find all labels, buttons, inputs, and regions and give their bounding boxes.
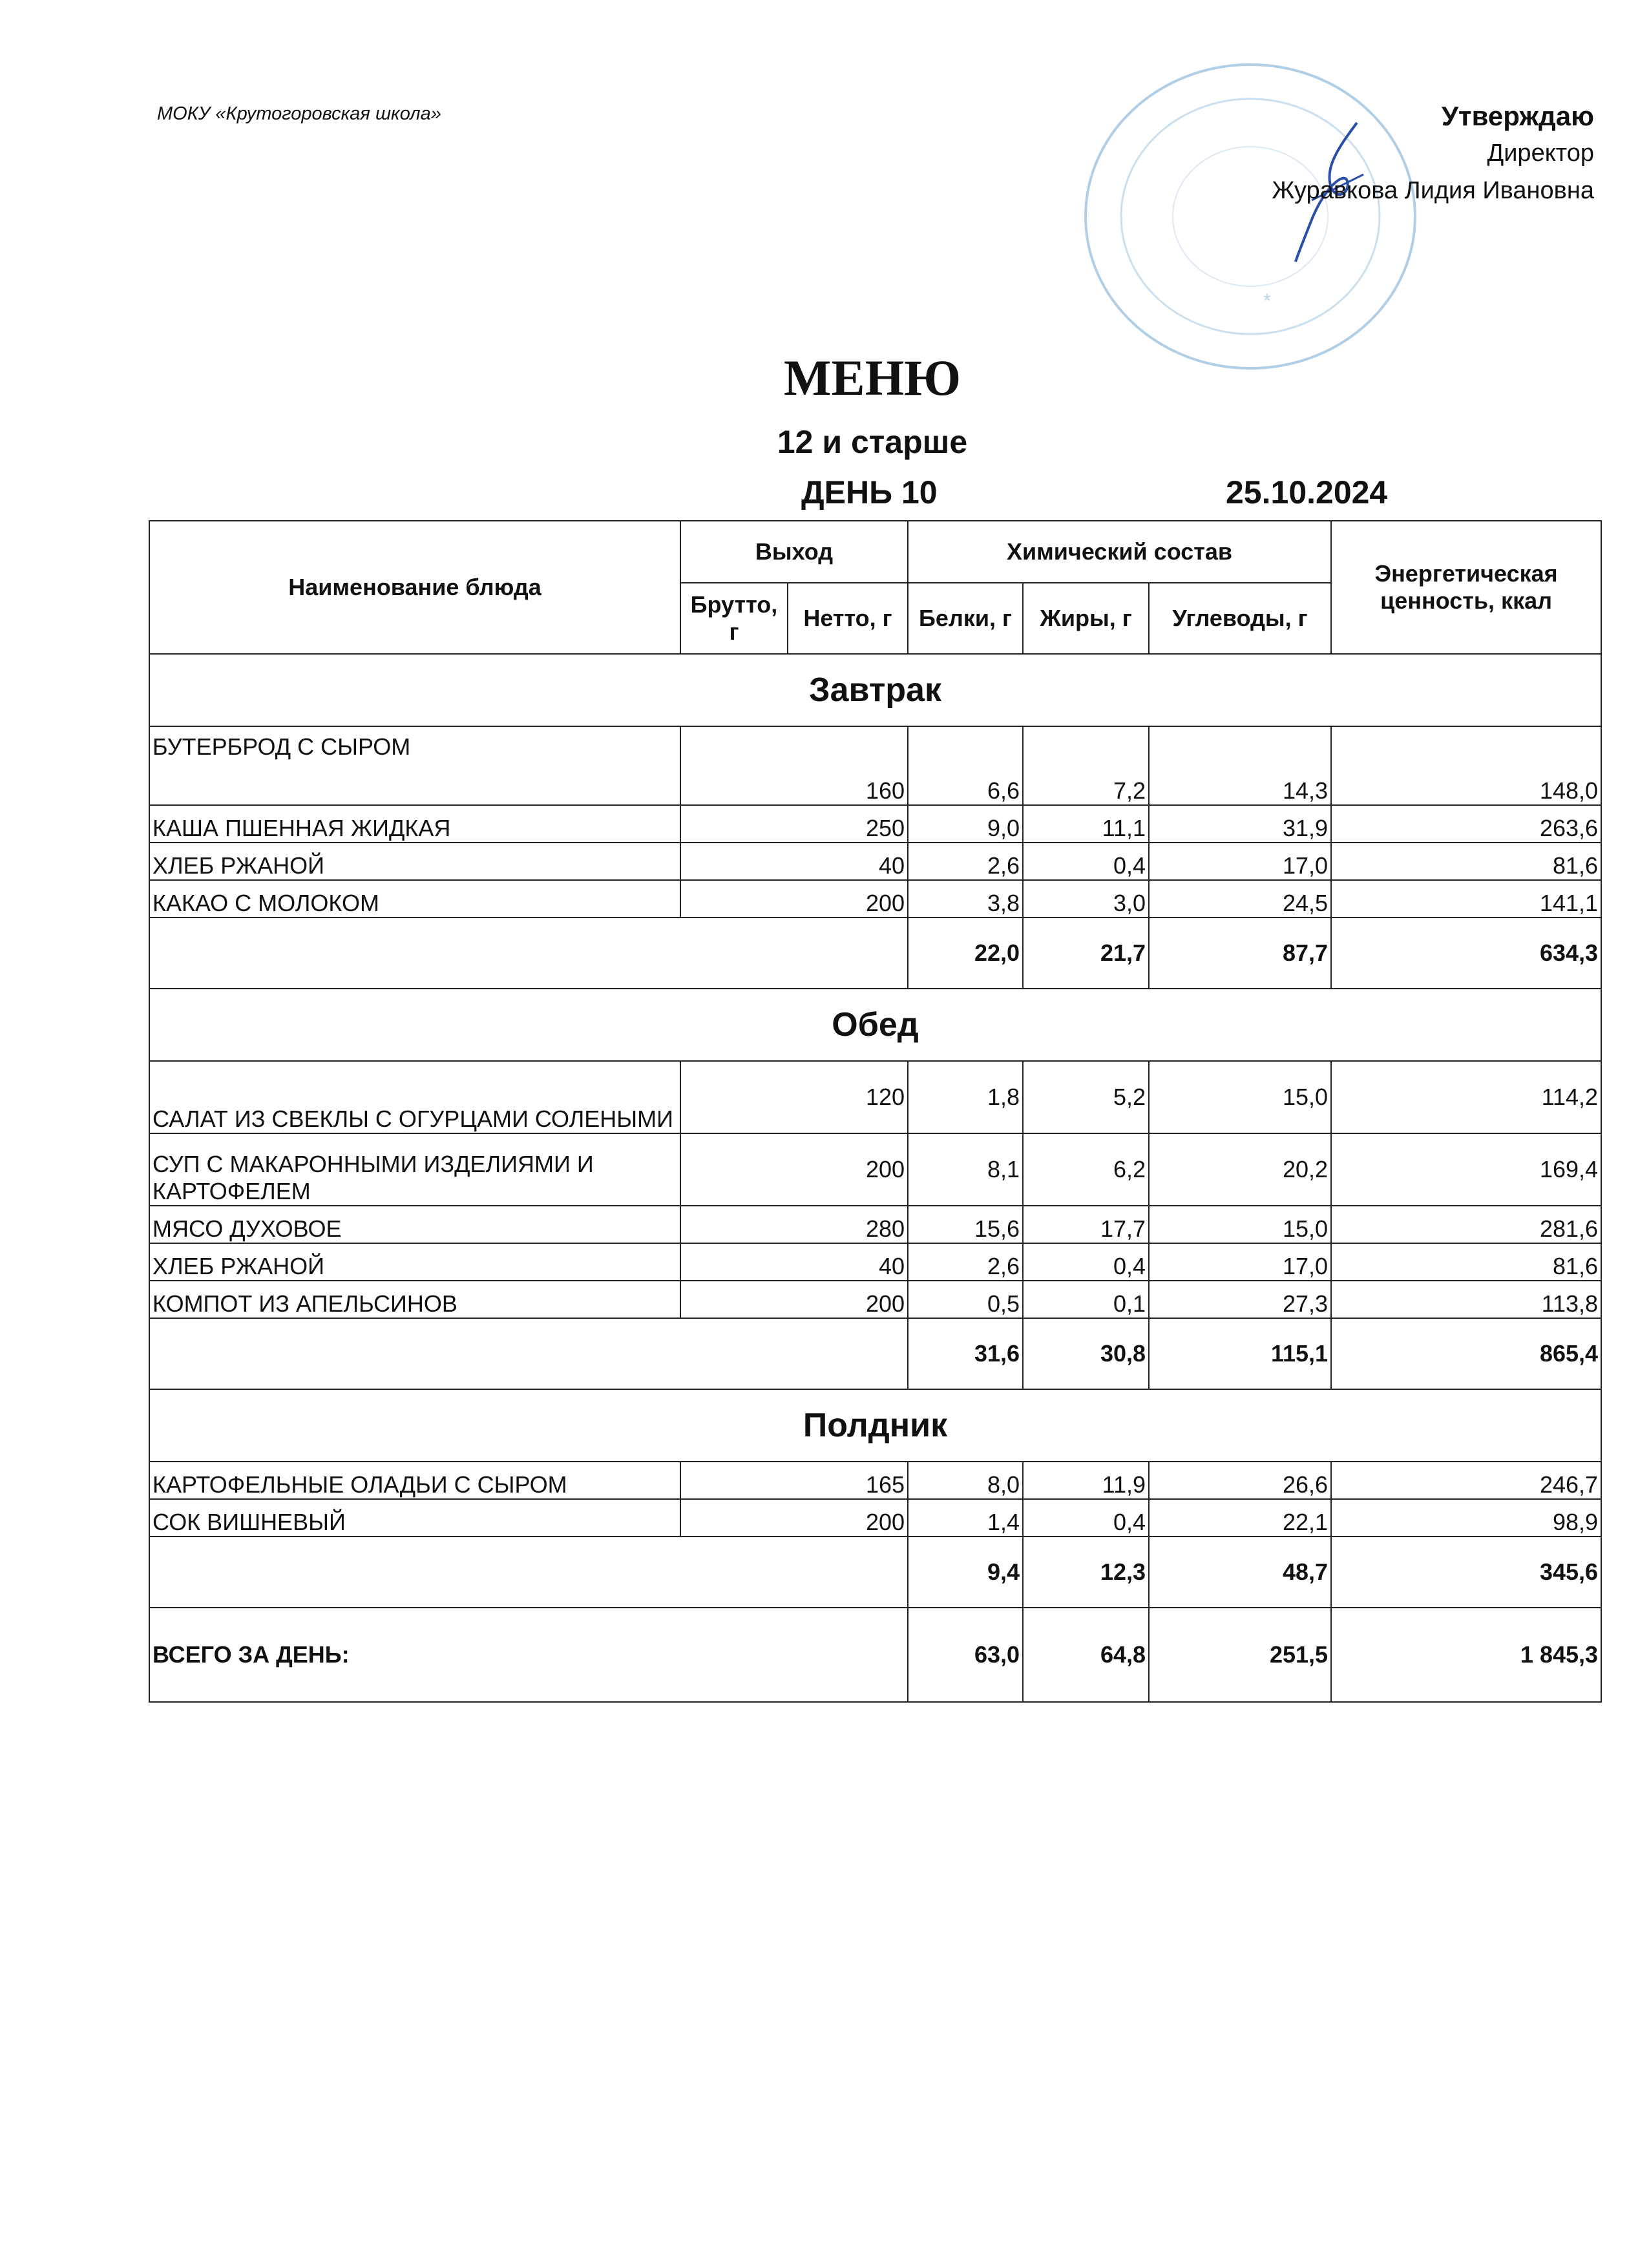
dish-carbs: 14,3: [1149, 726, 1331, 805]
grand-total-protein: 63,0: [908, 1608, 1023, 1702]
grand-total-energy: 1 845,3: [1331, 1608, 1601, 1702]
grand-total-fat: 64,8: [1023, 1608, 1149, 1702]
dish-carbs: 17,0: [1149, 843, 1331, 880]
dish-protein: 1,4: [908, 1499, 1023, 1537]
section-row: [149, 654, 1601, 726]
svg-text:*: *: [1263, 290, 1271, 311]
dish-energy: 114,2: [1331, 1061, 1601, 1133]
grand-total-row: [149, 1608, 1601, 1702]
dish-netto: 200: [680, 1281, 908, 1318]
total-carbs: 87,7: [1149, 918, 1331, 989]
dish-energy: 81,6: [1331, 1243, 1601, 1281]
dish-netto: 160: [680, 726, 908, 805]
grand-total-label: ВСЕГО ЗА ДЕНЬ:: [149, 1608, 908, 1702]
total-energy: 865,4: [1331, 1318, 1601, 1389]
subtotal-row: [149, 1537, 1601, 1608]
subtotal-row: [149, 1318, 1601, 1389]
col-header-netto: Нетто, г: [788, 583, 908, 654]
dish-energy: 263,6: [1331, 805, 1601, 843]
total-protein: 9,4: [908, 1537, 1023, 1608]
total-energy: 345,6: [1331, 1537, 1601, 1608]
dish-netto: 40: [680, 843, 908, 880]
dish-energy: 98,9: [1331, 1499, 1601, 1537]
dish-netto: 280: [680, 1206, 908, 1243]
dish-carbs: 15,0: [1149, 1206, 1331, 1243]
dish-protein: 6,6: [908, 726, 1023, 805]
total-fat: 30,8: [1023, 1318, 1149, 1389]
table-row: [149, 805, 1601, 843]
dish-fat: 11,9: [1023, 1462, 1149, 1499]
total-fat: 21,7: [1023, 918, 1149, 989]
col-header-protein: Белки, г: [908, 583, 1023, 654]
col-header-brutto: Брутто, г: [680, 583, 788, 654]
dish-name: ХЛЕБ РЖАНОЙ: [149, 1243, 680, 1281]
dish-name: ХЛЕБ РЖАНОЙ: [149, 843, 680, 880]
subtotal-empty: [149, 1537, 908, 1608]
dish-carbs: 15,0: [1149, 1061, 1331, 1133]
dish-fat: 7,2: [1023, 726, 1149, 805]
dish-name: САЛАТ ИЗ СВЕКЛЫ С ОГУРЦАМИ СОЛЕНЫМИ: [149, 1061, 680, 1133]
dish-fat: 0,4: [1023, 1243, 1149, 1281]
table-row: [149, 1499, 1601, 1537]
col-header-chem: Химический состав: [908, 521, 1331, 583]
approval-block: [1272, 98, 1594, 209]
section-row: [149, 1389, 1601, 1462]
col-header-fat: Жиры, г: [1023, 583, 1149, 654]
section-title-breakfast: Завтрак: [149, 654, 1601, 726]
total-carbs: 115,1: [1149, 1318, 1331, 1389]
section-title-lunch: Обед: [149, 989, 1601, 1061]
director-name: Журавкова Лидия Ивановна: [1272, 177, 1594, 204]
col-header-name: Наименование блюда: [149, 521, 680, 654]
col-header-output: Выход: [680, 521, 908, 583]
dish-energy: 169,4: [1331, 1133, 1601, 1206]
dish-netto: 200: [680, 1133, 908, 1206]
dish-name: КАРТОФЕЛЬНЫЕ ОЛАДЬИ С СЫРОМ: [149, 1462, 680, 1499]
dish-carbs: 31,9: [1149, 805, 1331, 843]
table-row: [149, 1281, 1601, 1318]
table-row: [149, 1462, 1601, 1499]
dish-protein: 2,6: [908, 1243, 1023, 1281]
dish-carbs: 24,5: [1149, 880, 1331, 918]
dish-energy: 148,0: [1331, 726, 1601, 805]
section-title-snack: Полдник: [149, 1389, 1601, 1462]
subtotal-row: [149, 918, 1601, 989]
dish-energy: 281,6: [1331, 1206, 1601, 1243]
dish-protein: 8,0: [908, 1462, 1023, 1499]
dish-protein: 2,6: [908, 843, 1023, 880]
dish-carbs: 27,3: [1149, 1281, 1331, 1318]
dish-name: МЯСО ДУХОВОЕ: [149, 1206, 680, 1243]
dish-name: СУП С МАКАРОННЫМИ ИЗДЕЛИЯМИ И КАРТОФЕЛЕМ: [149, 1133, 680, 1206]
dish-fat: 17,7: [1023, 1206, 1149, 1243]
table-row: [149, 843, 1601, 880]
dish-name: КАКАО С МОЛОКОМ: [149, 880, 680, 918]
dish-name: КАША ПШЕННАЯ ЖИДКАЯ: [149, 805, 680, 843]
dish-fat: 0,4: [1023, 1499, 1149, 1537]
menu-date: 25.10.2024: [1226, 474, 1388, 510]
dish-fat: 6,2: [1023, 1133, 1149, 1206]
organization-name: МОКУ «Крутогоровская школа»: [157, 103, 441, 124]
page-title: МЕНЮ: [783, 350, 961, 406]
dish-energy: 246,7: [1331, 1462, 1601, 1499]
total-protein: 22,0: [908, 918, 1023, 989]
dish-name: БУТЕРБРОД С СЫРОМ: [149, 726, 680, 805]
dish-netto: 165: [680, 1462, 908, 1499]
day-number: ДЕНЬ 10: [801, 474, 938, 510]
menu-table: [149, 520, 1602, 1703]
dish-carbs: 26,6: [1149, 1462, 1331, 1499]
subtotal-empty: [149, 1318, 908, 1389]
table-row: [149, 880, 1601, 918]
dish-energy: 113,8: [1331, 1281, 1601, 1318]
dish-carbs: 22,1: [1149, 1499, 1331, 1537]
dish-energy: 141,1: [1331, 880, 1601, 918]
dish-name: КОМПОТ ИЗ АПЕЛЬСИНОВ: [149, 1281, 680, 1318]
total-energy: 634,3: [1331, 918, 1601, 989]
table-row: [149, 1061, 1601, 1133]
dish-protein: 3,8: [908, 880, 1023, 918]
table-row: [149, 1133, 1601, 1206]
total-carbs: 48,7: [1149, 1537, 1331, 1608]
dish-carbs: 20,2: [1149, 1133, 1331, 1206]
dish-protein: 1,8: [908, 1061, 1023, 1133]
col-header-energy: Энергетическая ценность, ккал: [1331, 521, 1601, 654]
table-row: [149, 726, 1601, 805]
dish-protein: 8,1: [908, 1133, 1023, 1206]
dish-fat: 3,0: [1023, 880, 1149, 918]
grand-total-carbs: 251,5: [1149, 1608, 1331, 1702]
age-group: 12 и старше: [777, 424, 968, 460]
subtotal-empty: [149, 918, 908, 989]
dish-protein: 0,5: [908, 1281, 1023, 1318]
dish-energy: 81,6: [1331, 843, 1601, 880]
table-row: [149, 1206, 1601, 1243]
dish-fat: 0,4: [1023, 843, 1149, 880]
dish-fat: 11,1: [1023, 805, 1149, 843]
approve-label: Утверждаю: [1441, 101, 1594, 131]
section-row: [149, 989, 1601, 1061]
director-position: Директор: [1487, 140, 1594, 167]
dish-netto: 120: [680, 1061, 908, 1133]
table-header-row: [149, 521, 1601, 583]
dish-netto: 250: [680, 805, 908, 843]
dish-protein: 15,6: [908, 1206, 1023, 1243]
col-header-carbs: Углеводы, г: [1149, 583, 1331, 654]
dish-netto: 40: [680, 1243, 908, 1281]
dish-fat: 5,2: [1023, 1061, 1149, 1133]
total-fat: 12,3: [1023, 1537, 1149, 1608]
dish-protein: 9,0: [908, 805, 1023, 843]
dish-name: СОК ВИШНЕВЫЙ: [149, 1499, 680, 1537]
dish-netto: 200: [680, 1499, 908, 1537]
table-row: [149, 1243, 1601, 1281]
dish-carbs: 17,0: [1149, 1243, 1331, 1281]
dish-fat: 0,1: [1023, 1281, 1149, 1318]
dish-netto: 200: [680, 880, 908, 918]
total-protein: 31,6: [908, 1318, 1023, 1389]
